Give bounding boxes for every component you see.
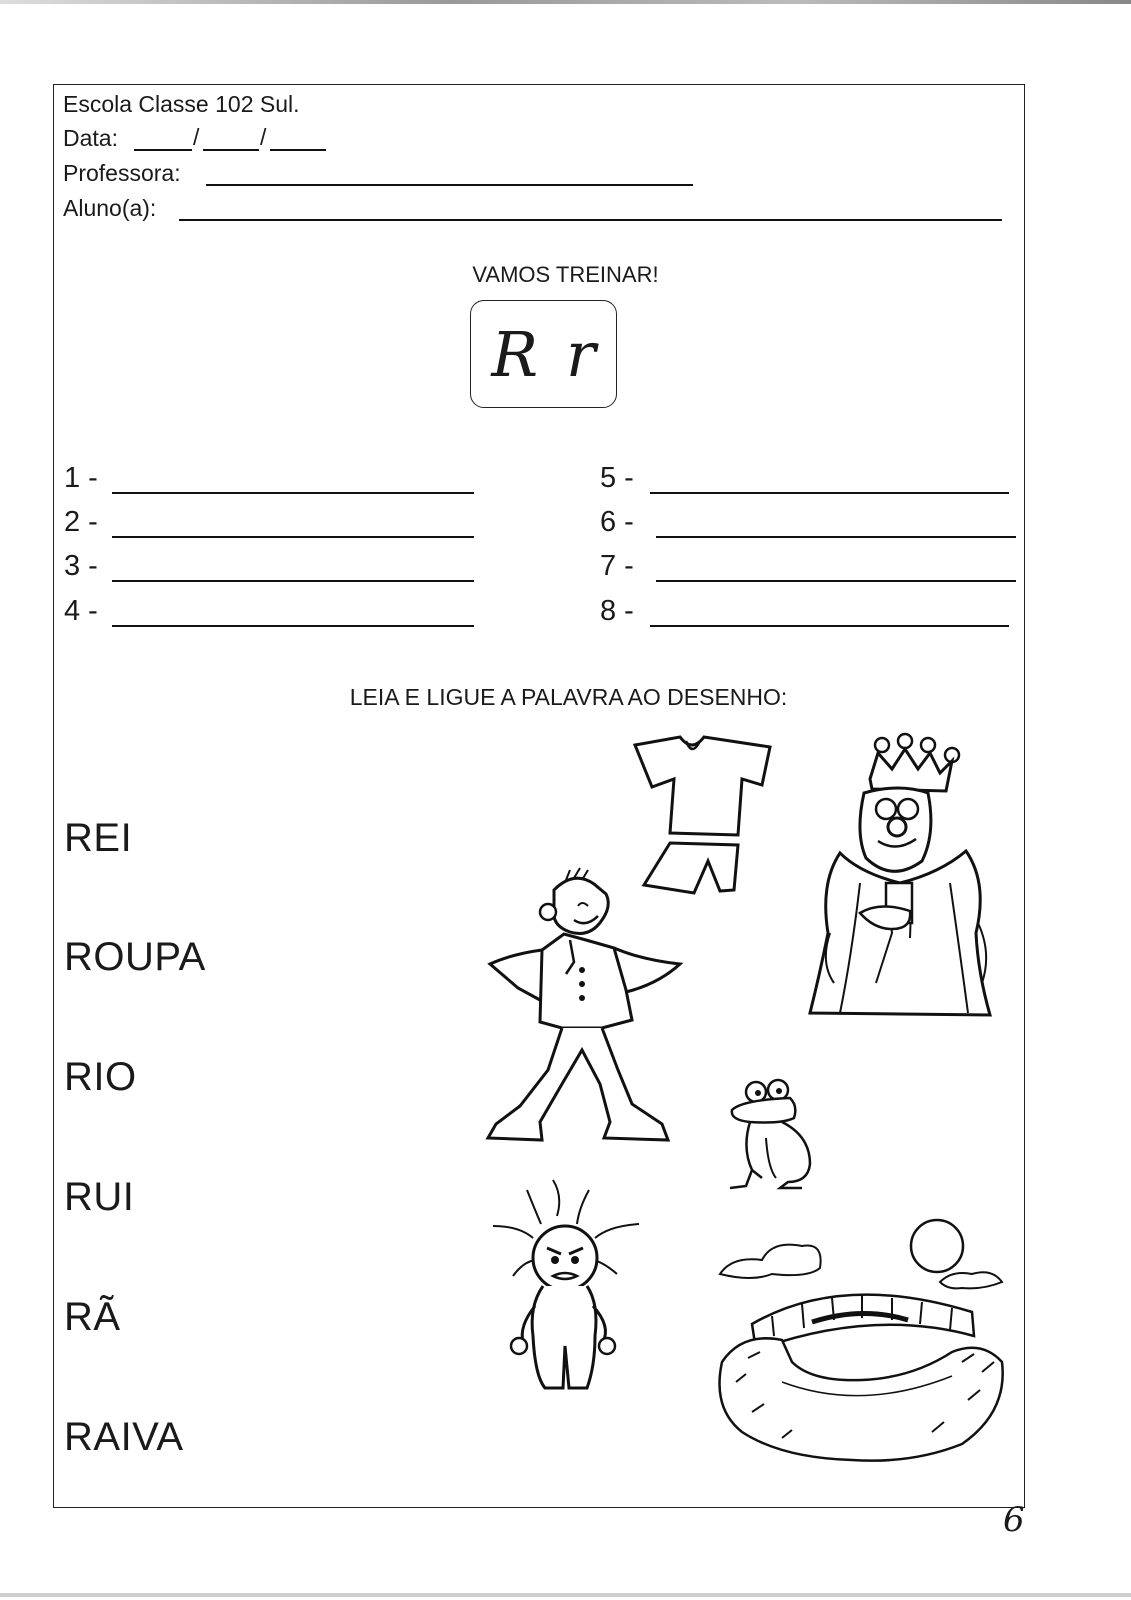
date-separator: /: [260, 124, 267, 150]
instruction-text: LEIA E LIGUE A PALAVRA AO DESENHO:: [349, 684, 788, 710]
word-ra[interactable]: RÃ: [64, 1295, 121, 1339]
practice-line[interactable]: [112, 625, 474, 627]
practice-line[interactable]: [650, 492, 1009, 494]
date-day-field[interactable]: [134, 149, 192, 151]
man-rui-drawing[interactable]: [482, 870, 692, 1155]
scan-edge-bottom: [0, 1593, 1131, 1597]
practice-line[interactable]: [656, 580, 1016, 582]
practice-number: 3 -: [64, 550, 98, 582]
teacher-label: Professora:: [63, 160, 181, 186]
frog-drawing[interactable]: [722, 1078, 822, 1193]
word-roupa[interactable]: ROUPA: [64, 935, 206, 979]
lowercase-letter: r: [566, 317, 596, 391]
word-rio[interactable]: RIO: [64, 1055, 137, 1099]
school-name: Escola Classe 102 Sul.: [63, 91, 300, 117]
date-month-field[interactable]: [203, 149, 259, 151]
date-separator: /: [193, 124, 200, 150]
angry-person-drawing[interactable]: [483, 1176, 648, 1396]
date-year-field[interactable]: [270, 149, 326, 151]
word-rui[interactable]: RUI: [64, 1175, 135, 1219]
practice-number: 2 -: [64, 506, 98, 538]
practice-line[interactable]: [112, 492, 474, 494]
practice-number: 4 -: [64, 595, 98, 627]
practice-number: 5 -: [600, 462, 634, 494]
date-label: Data:: [63, 125, 118, 151]
letter-box: [470, 300, 617, 408]
teacher-name-field[interactable]: [206, 184, 693, 186]
page-number: 6: [1003, 1500, 1025, 1540]
practice-number: 7 -: [600, 550, 634, 582]
king-drawing[interactable]: [800, 733, 1005, 1043]
exercise-title: VAMOS TREINAR!: [472, 262, 659, 287]
river-bridge-drawing[interactable]: [712, 1212, 1012, 1472]
practice-line[interactable]: [112, 536, 474, 538]
word-rei[interactable]: REI: [64, 816, 133, 860]
word-raiva[interactable]: RAIVA: [64, 1415, 184, 1459]
student-name-field[interactable]: [179, 219, 1002, 221]
scan-edge-top: [0, 0, 1131, 4]
practice-number: 1 -: [64, 462, 98, 494]
uppercase-letter: R: [491, 317, 539, 391]
practice-number: 8 -: [600, 595, 634, 627]
practice-line[interactable]: [650, 625, 1009, 627]
practice-number: 6 -: [600, 506, 634, 538]
practice-line[interactable]: [112, 580, 474, 582]
practice-line[interactable]: [656, 536, 1016, 538]
student-label: Aluno(a):: [63, 195, 157, 221]
